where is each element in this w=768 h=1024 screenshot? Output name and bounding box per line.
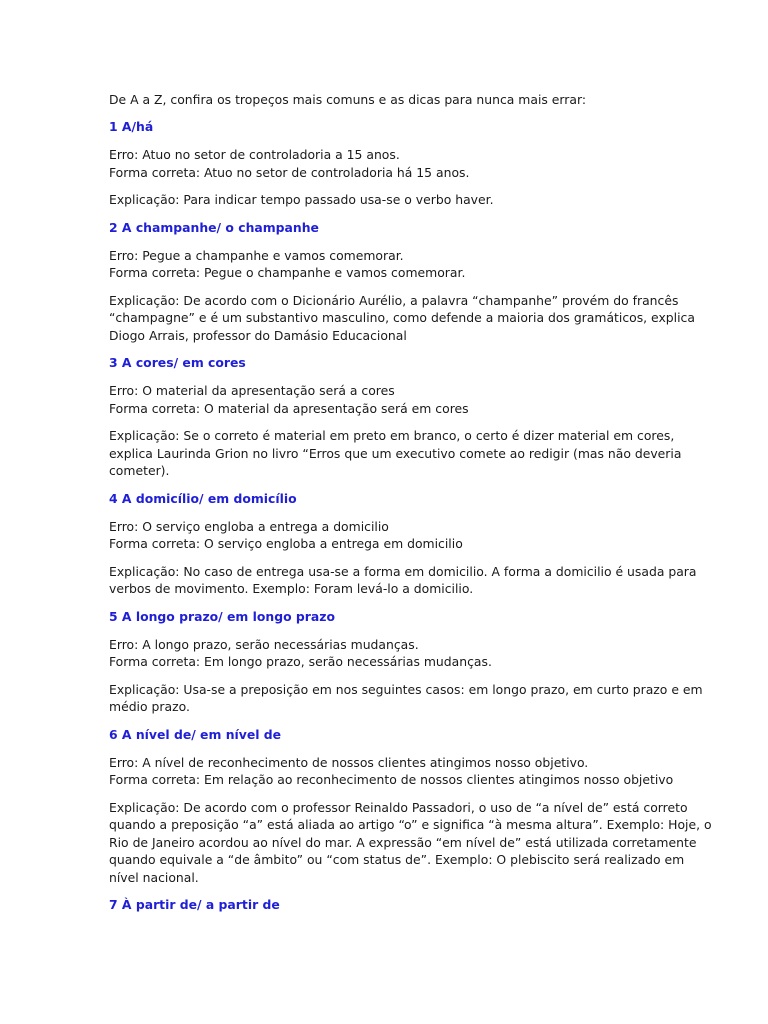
- explanation: [109, 799, 712, 887]
- error-line: Erro: O serviço engloba a entrega a domicilio: [109, 518, 389, 534]
- explanation-line: quando a preposição “a” está aliada ao artigo “o” e significa “à mesma altura”. Exemplo: Hoje, o: [109, 817, 712, 832]
- error-correct-pair: [109, 636, 669, 671]
- explanation-line: nível nacional.: [109, 869, 199, 885]
- section-heading: 7 À partir de/ a partir de: [109, 897, 280, 912]
- explanation-line: Explicação: Se o correto é material em preto em branco, o certo é dizer material em cores,: [109, 428, 675, 443]
- section-heading: 3 A cores/ em cores: [109, 355, 246, 370]
- correct-form-line: Forma correta: O material da apresentação será em cores: [109, 400, 469, 416]
- explanation-line: quando equivale a “de âmbito” ou “com status de”. Exemplo: O plebiscito será realizado em: [109, 852, 685, 867]
- error-line: Erro: Pegue a champanhe e vamos comemorar.: [109, 247, 404, 263]
- explanation-line: Explicação: No caso de entrega usa-se a forma em domicilio. A forma a domicilio é usada para: [109, 563, 697, 579]
- correct-form-line: Forma correta: Em longo prazo, serão necessárias mudanças.: [109, 654, 492, 669]
- explanation-line: explica Laurinda Grion no livro “Erros que um executivo comete ao redigir (mas não deveria: [109, 445, 682, 461]
- intro-text: De A a Z, confira os tropeços mais comuns e as dicas para nunca mais errar:: [109, 92, 587, 107]
- explanation-line: cometer).: [109, 463, 170, 478]
- section-7: [109, 896, 669, 914]
- explanation: [109, 427, 682, 480]
- section-3: [109, 354, 682, 480]
- explanation-line: Explicação: De acordo com o Dicionário Aurélio, a palavra “champanhe” provém do francês: [109, 292, 679, 308]
- error-correct-pair: [109, 146, 669, 181]
- section-heading: 2 A champanhe/ o champanhe: [109, 219, 319, 235]
- correct-form-line: Forma correta: Pegue o champanhe e vamos comemorar.: [109, 265, 466, 280]
- explanation: [109, 563, 697, 598]
- error-line: Erro: A longo prazo, serão necessárias mudanças.: [109, 636, 419, 652]
- explanation-line: médio prazo.: [109, 699, 190, 714]
- error-correct-pair: [109, 247, 669, 282]
- error-line: Erro: A nível de reconhecimento de nossos clientes atingimos nosso objetivo.: [109, 754, 589, 770]
- explanation-line: Diogo Arrais, professor do Damásio Educacional: [109, 327, 407, 343]
- explanation-line: Explicação: Para indicar tempo passado usa-se o verbo haver.: [109, 192, 494, 207]
- correct-form-line: Forma correta: Atuo no setor de controladoria há 15 anos.: [109, 164, 470, 180]
- explanation-line: Explicação: Usa-se a preposição em nos seguintes casos: em longo prazo, em curto prazo e em: [109, 681, 703, 697]
- error-correct-pair: [109, 382, 669, 417]
- explanation-line: Explicação: De acordo com o professor Reinaldo Passadori, o uso de “a nível de” está correto: [109, 799, 688, 815]
- section-heading: 4 A domicílio/ em domicílio: [109, 490, 297, 506]
- explanation: [109, 292, 695, 345]
- section-4: [109, 490, 697, 598]
- section-heading: 6 A nível de/ em nível de: [109, 726, 282, 742]
- explanation-line: Rio de Janeiro acordou ao nível do mar. A expressão “em nível de” está utilizada corretamente: [109, 834, 697, 850]
- correct-form-line: Forma correta: Em relação ao reconhecimento de nossos clientes atingimos nosso objetivo: [109, 772, 674, 787]
- section-2: [109, 219, 695, 345]
- section-heading: 5 A longo prazo/ em longo prazo: [109, 608, 335, 624]
- error-line: Erro: O material da apresentação será a cores: [109, 383, 395, 398]
- explanation: [109, 191, 669, 209]
- section-5: [109, 608, 703, 716]
- section-6: [109, 726, 712, 887]
- explanation-line: “champagne” e é um substantivo masculino, como defende a maioria dos gramáticos, explica: [109, 310, 695, 325]
- section-1: [109, 118, 669, 209]
- section-heading: 1 A/há: [109, 119, 154, 134]
- document-page: [109, 91, 712, 924]
- error-correct-pair: [109, 754, 674, 789]
- error-correct-pair: [109, 518, 669, 553]
- error-line: Erro: Atuo no setor de controladoria a 15 anos.: [109, 147, 400, 162]
- correct-form-line: Forma correta: O serviço engloba a entrega em domicilio: [109, 536, 463, 551]
- explanation: [109, 681, 703, 716]
- explanation-line: verbos de movimento. Exemplo: Foram levá-lo a domicilio.: [109, 581, 474, 596]
